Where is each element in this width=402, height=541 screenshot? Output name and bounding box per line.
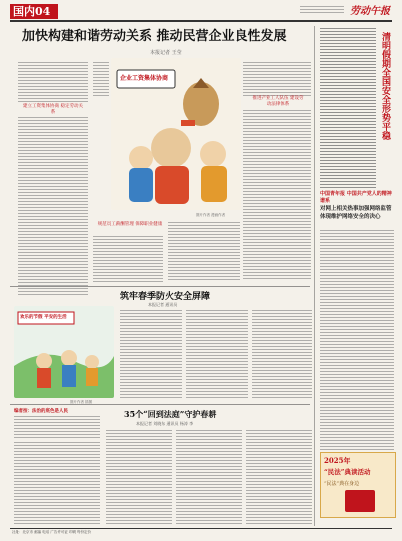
editor-note: 编者按：法治的底色是人民 <box>14 409 68 414</box>
main-text-col3-b <box>243 110 311 280</box>
main-text-col3 <box>243 62 311 96</box>
section-title: 国内04 <box>13 5 51 18</box>
ad-line-1: 2025年 <box>324 456 351 465</box>
editor-note-text <box>14 416 100 438</box>
illustration-sign: 企业工资集体协商 <box>120 75 169 82</box>
second-illustration-sign: 欢乐的节假 平安的生活 <box>20 315 67 320</box>
section-separator-2 <box>10 404 310 405</box>
second-illustration-credit: 图片作者 插图 <box>70 400 93 404</box>
subhead-2: 规范员工薪酬管理 保障职业健康 <box>97 222 163 227</box>
main-text-col1-a <box>18 62 88 104</box>
second-text-col2 <box>186 310 248 400</box>
second-byline: 本报记者 通讯员 <box>148 302 178 307</box>
third-text-col2 <box>176 430 242 526</box>
right-column-divider <box>314 26 315 526</box>
second-text-col3 <box>252 310 312 400</box>
second-headline: 筑牢春季防火安全屏障 <box>120 292 211 302</box>
right-mid-text <box>320 230 394 450</box>
section-separator <box>10 286 310 287</box>
ad-line-3: “民法”典在身边 <box>324 481 360 487</box>
right-red-headline: 中国青年报 中国共产党人的精神谱系 <box>320 191 392 204</box>
illustration-credit: 图片作者 漫画作者 <box>196 213 226 217</box>
footer-rule <box>10 528 392 529</box>
main-text-col2c <box>168 222 240 282</box>
main-headline: 加快构建和谐劳动关系 推动民营企业良性发展 <box>22 29 287 44</box>
left-bottom-text <box>14 442 100 526</box>
masthead-date <box>300 6 344 14</box>
third-byline: 本报记者 刘晓东 通讯员 杨涛 李 <box>136 421 194 426</box>
right-top-text <box>320 28 376 188</box>
main-text-col1-b <box>18 117 88 297</box>
masthead-rule <box>10 20 392 22</box>
second-text-col1 <box>120 310 182 400</box>
subhead-3: 推进产业工人队伍 建设劳动法律体系 <box>252 96 304 107</box>
third-text-col1 <box>106 430 172 526</box>
vertical-headline: 清明假期全国安全形势平稳 <box>380 32 390 140</box>
subhead-1: 建立工资集体协商 稳定劳动关系 <box>23 104 83 115</box>
third-text-col3 <box>246 430 312 526</box>
third-headline: 35个“回到法庭”守护春耕 <box>124 409 217 419</box>
right-sub-headline: 对网上相关热事加强网络监管 体现维护网络安全的决心 <box>320 206 392 220</box>
ad-line-2: “民法”典读活动 <box>324 468 371 476</box>
footer-text: 社址：北京市 邮编 电话 广告许可证 印刷 每份定价 <box>12 530 92 534</box>
ad-book-icon <box>345 490 375 512</box>
main-text-col2-b <box>93 236 163 282</box>
masthead-logo: 劳动午报 <box>350 6 390 17</box>
main-byline: 本报记者 王莹 <box>150 50 182 56</box>
main-text-col2-a <box>93 62 109 98</box>
